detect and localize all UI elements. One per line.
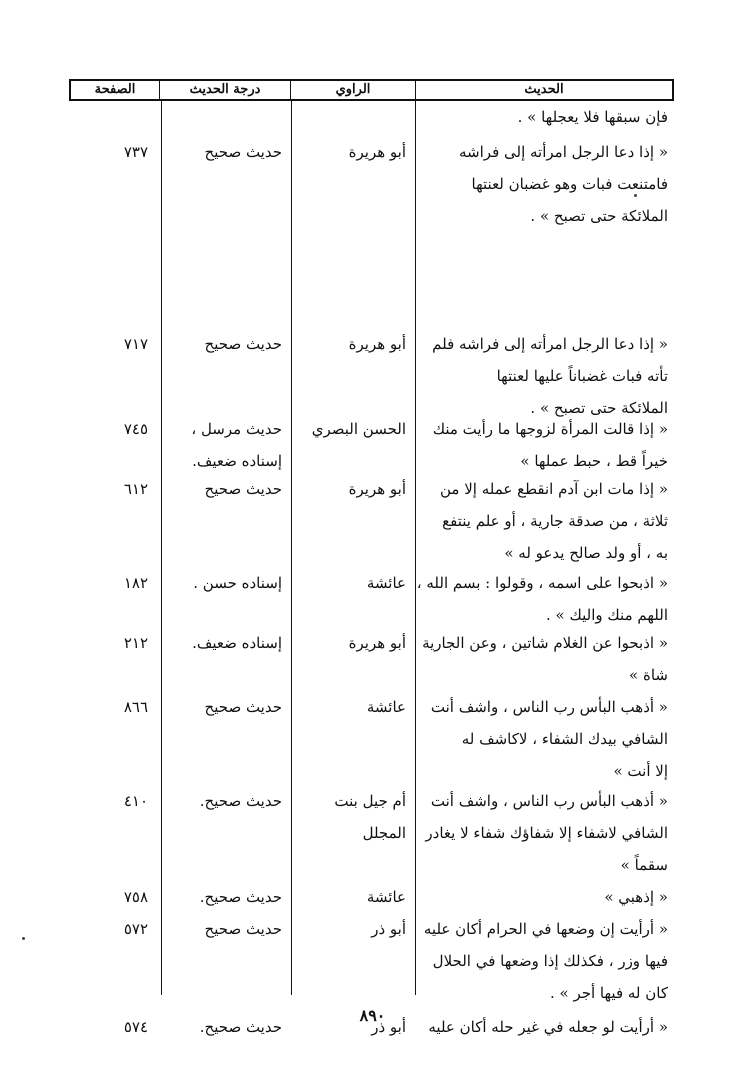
hadith-text [412, 785, 668, 881]
column-divider-rawi [291, 101, 292, 995]
hadith-text-line: « أذهب البأس رب الناس ، واشف أنت [430, 792, 668, 810]
hadith-text [412, 567, 668, 631]
hadith-text-line: فامتنعت فبات وهو غضبان لعنتها [471, 175, 668, 193]
hadith-text-line: ثلاثة ، من صدقة جارية ، أو علم ينتفع [442, 512, 668, 530]
narrator [292, 473, 406, 505]
hadith-text-line: به ، أو ولد صالح يدعو له » [504, 544, 668, 562]
hadith-text [412, 136, 668, 232]
hadith-grade [162, 691, 282, 723]
hadith-grade-line: حديث صحيح. [199, 1018, 282, 1036]
narrator-line: أبو هريرة [348, 634, 406, 652]
hadith-text-line: سقماً » [620, 856, 668, 874]
header-grade: درجة الحديث [189, 82, 261, 97]
header-divider [290, 81, 291, 99]
narrator [292, 913, 406, 945]
hadith-grade-line: إسناده ضعيف. [192, 452, 282, 470]
hadith-grade [162, 328, 282, 360]
hadith-grade [162, 627, 282, 659]
page-ref: ١٨٢ [123, 574, 148, 592]
hadith-grade-line: إسناده حسن . [193, 574, 282, 592]
narrator-line: أبو ذر [371, 1018, 406, 1036]
hadith-text-line: الشافي بيدك الشفاء ، لاكاشف له [461, 730, 668, 748]
hadith-text-line: خيراً قط ، حبط عملها » [520, 452, 668, 470]
page-ref: ٥٧٤ [123, 1018, 148, 1036]
hadith-text [412, 101, 668, 133]
hadith-grade [162, 473, 282, 505]
header-divider [415, 81, 416, 99]
narrator [292, 136, 406, 168]
hadith-text-line: فيها وزر ، فكذلك إذا وضعها في الحلال [432, 952, 668, 970]
narrator-line: عائشة [366, 698, 406, 716]
hadith-text [412, 913, 668, 1009]
header-divider [159, 81, 160, 99]
hadith-text [412, 328, 668, 424]
page-ref: ٢١٢ [123, 634, 148, 652]
page-ref: ٦١٢ [123, 480, 148, 498]
hadith-text-line: كان له فيها أجر » . [549, 984, 668, 1002]
hadith-grade [162, 881, 282, 913]
page-ref: ٧٥٨ [123, 888, 148, 906]
narrator-line: أبو هريرة [348, 143, 406, 161]
hadith-text-line: اللهم منك واليك » . [546, 606, 668, 624]
hadith-grade [162, 413, 282, 477]
hadith-text-line: « اذبحوا على اسمه ، وقولوا : بسم الله ، [416, 574, 668, 592]
hadith-text-line: الشافي لاشفاء إلا شفاؤك شفاء لا يغادر [425, 824, 668, 842]
page-ref: ٧٣٧ [123, 143, 148, 161]
narrator-line: أبو ذر [371, 920, 406, 938]
hadith-text [412, 881, 668, 913]
hadith-text [412, 473, 668, 569]
column-divider-grade [161, 101, 162, 995]
hadith-text-line: إلا أنت » [613, 762, 668, 780]
hadith-text-line: « أرأيت لو جعله في غير حله أكان عليه [428, 1018, 668, 1036]
scan-speck [634, 194, 637, 197]
narrator [292, 413, 406, 445]
narrator-line: الحسن البصري [311, 420, 406, 438]
page-ref: ٥٧٢ [123, 920, 148, 938]
table-header [69, 79, 674, 101]
page-ref: ٧٤٥ [123, 420, 148, 438]
hadith-text-line: « إذا دعا الرجل امرأته إلى فراشه فلم [432, 335, 668, 353]
hadith-grade-line: حديث صحيح. [199, 888, 282, 906]
hadith-grade-line: حديث صحيح [204, 335, 282, 353]
scan-speck [22, 937, 25, 940]
hadith-grade [162, 785, 282, 817]
narrator-line: عائشة [366, 888, 406, 906]
hadith-grade-line: حديث صحيح. [199, 792, 282, 810]
hadith-text [412, 627, 668, 691]
narrator [292, 328, 406, 360]
hadith-text-line: فإن سبقها فلا يعجلها » . [517, 108, 668, 126]
hadith-text-line: « أذهب البأس رب الناس ، واشف أنت [430, 698, 668, 716]
page-ref: ٤١٠ [123, 792, 148, 810]
narrator-line: عائشة [366, 574, 406, 592]
hadith-grade-line: حديث مرسل ، [191, 420, 282, 438]
narrator [292, 627, 406, 659]
narrator-line: أم جيل بنت [334, 792, 406, 810]
hadith-grade-line: إسناده ضعيف. [192, 634, 282, 652]
narrator-line: المجلل [362, 824, 406, 842]
hadith-text-line: شاة » [629, 666, 668, 684]
hadith-text-line: « أرأيت إن وضعها في الحرام أكان عليه [423, 920, 668, 938]
hadith-text-line: « إذا دعا الرجل امرأته إلى فراشه [459, 143, 668, 161]
page-ref: ٧١٧ [123, 335, 148, 353]
narrator [292, 881, 406, 913]
hadith-text-line: الملائكة حتى تصبح » . [530, 207, 668, 225]
hadith-grade [162, 913, 282, 945]
hadith-text-line: « اذبحوا عن الغلام شاتين ، وعن الجارية [422, 634, 668, 652]
hadith-grade-line: حديث صحيح [204, 480, 282, 498]
page-number: ٨٩٠ [359, 1006, 386, 1025]
hadith-grade-line: حديث صحيح [204, 920, 282, 938]
hadith-text-line: « إذهبي » [604, 888, 668, 906]
narrator [292, 691, 406, 723]
hadith-text [412, 413, 668, 477]
header-hadith: الحديث [524, 82, 564, 97]
hadith-grade [162, 136, 282, 168]
narrator [292, 785, 406, 849]
hadith-text [412, 691, 668, 787]
narrator [292, 567, 406, 599]
hadith-text-line: الملائكة حتى تصبح » . [530, 399, 668, 417]
narrator-line: أبو هريرة [348, 480, 406, 498]
hadith-grade [162, 567, 282, 599]
hadith-text-line: تأته فبات غضباناً عليها لعنتها [496, 367, 668, 385]
hadith-grade-line: حديث صحيح [204, 698, 282, 716]
hadith-grade-line: حديث صحيح [204, 143, 282, 161]
hadith-text-line: « إذا مات ابن آدم انقطع عمله إلا من [440, 480, 668, 498]
header-rawi: الراوي [335, 82, 371, 97]
narrator-line: أبو هريرة [348, 335, 406, 353]
hadith-text-line: « إذا قالت المرأة لزوجها ما رأيت منك [432, 420, 668, 438]
page-ref: ٨٦٦ [123, 698, 148, 716]
header-page: الصفحة [94, 82, 136, 97]
